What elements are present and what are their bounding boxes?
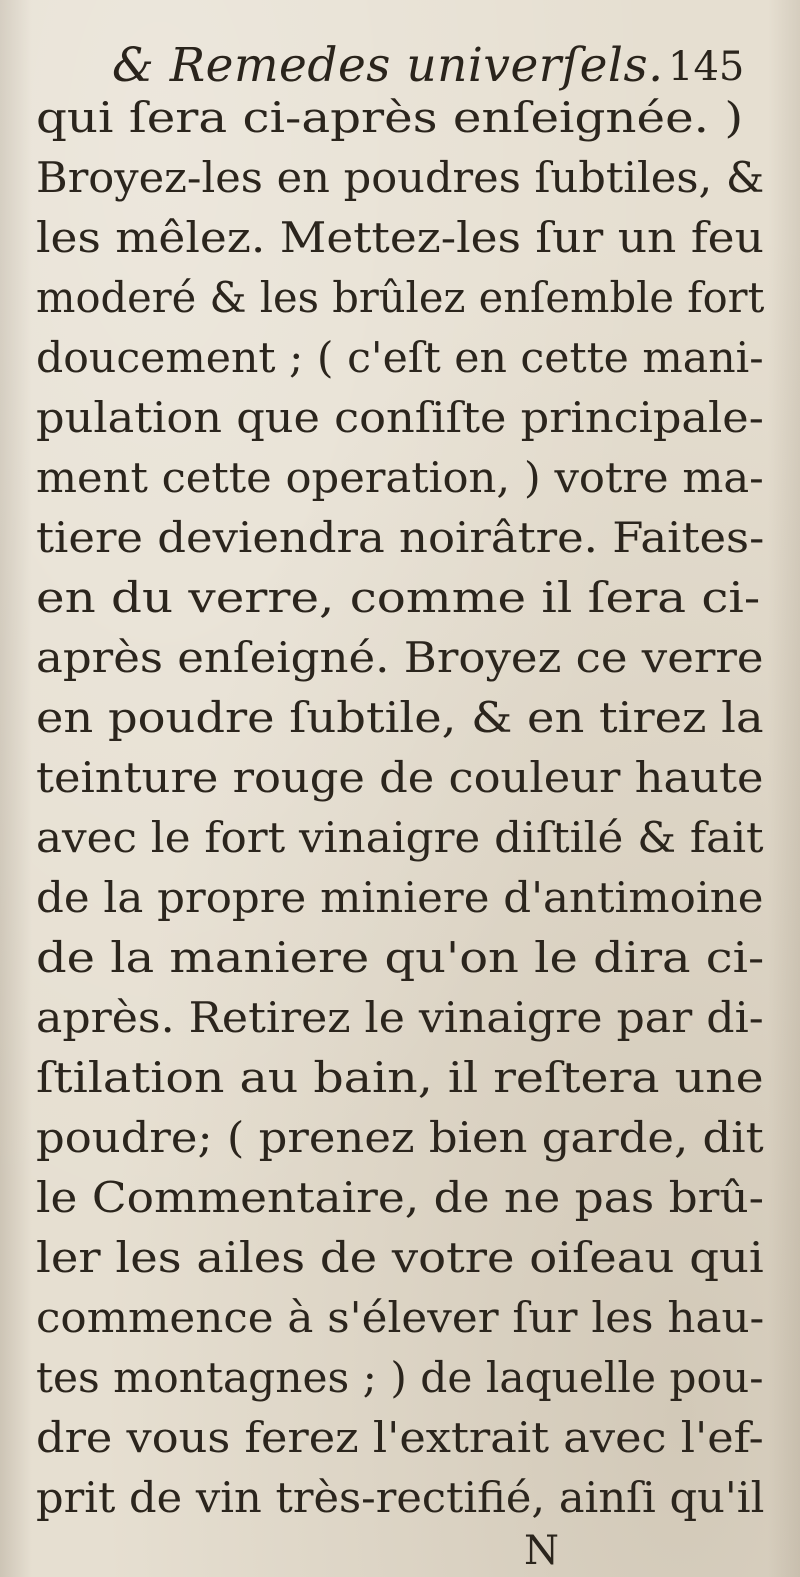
text-line: doucement ; ( c'eſt en cette mani-: [36, 333, 764, 382]
text-line: ment cette operation, ) votre ma-: [36, 453, 764, 502]
text-line: ſtilation au bain, il reſtera une: [36, 1053, 764, 1102]
text-line: en du verre, comme il ſera ci-: [36, 573, 761, 622]
text-line: Broyez-les en poudres ſubtiles, &: [36, 153, 765, 202]
text-line: teinture rouge de couleur haute: [36, 753, 764, 802]
catchword-signature: N: [524, 1528, 559, 1574]
text-line: tiere deviendra noirâtre. Faites-: [36, 513, 765, 562]
text-line: ler les ailes de votre oiſeau qui: [36, 1233, 764, 1282]
page-number: 145: [668, 44, 745, 90]
text-line: en poudre ſubtile, & en tirez la: [36, 693, 764, 742]
text-line: tes montagnes ; ) de laquelle pou-: [36, 1353, 764, 1402]
text-line: les mêlez. Mettez-les ſur un feu: [36, 213, 764, 262]
text-line: qui ſera ci-après enſeignée. ): [36, 93, 744, 142]
text-line: après enſeigné. Broyez ce verre: [36, 633, 764, 682]
text-line: commence à s'élever ſur les hau-: [36, 1293, 765, 1342]
running-title: & Remedes univerſels.: [112, 38, 664, 93]
text-line: moderé & les brûlez enſemble fort: [36, 273, 765, 322]
text-line: après. Retirez le vinaigre par di-: [36, 993, 764, 1042]
text-line: avec le fort vinaigre diſtilé & fait: [36, 813, 764, 862]
text-line: pulation que conſiſte principale-: [36, 393, 764, 442]
text-line: de la propre miniere d'antimoine: [36, 873, 764, 922]
text-line: prit de vin très-rectifié, ainſi qu'il: [36, 1473, 765, 1522]
text-line: dre vous ferez l'extrait avec l'ef-: [36, 1413, 764, 1462]
text-line: poudre; ( prenez bien garde, dit: [36, 1113, 764, 1162]
text-line: le Commentaire, de ne pas brû-: [36, 1173, 764, 1222]
text-line: de la maniere qu'on le dira ci-: [36, 933, 765, 982]
